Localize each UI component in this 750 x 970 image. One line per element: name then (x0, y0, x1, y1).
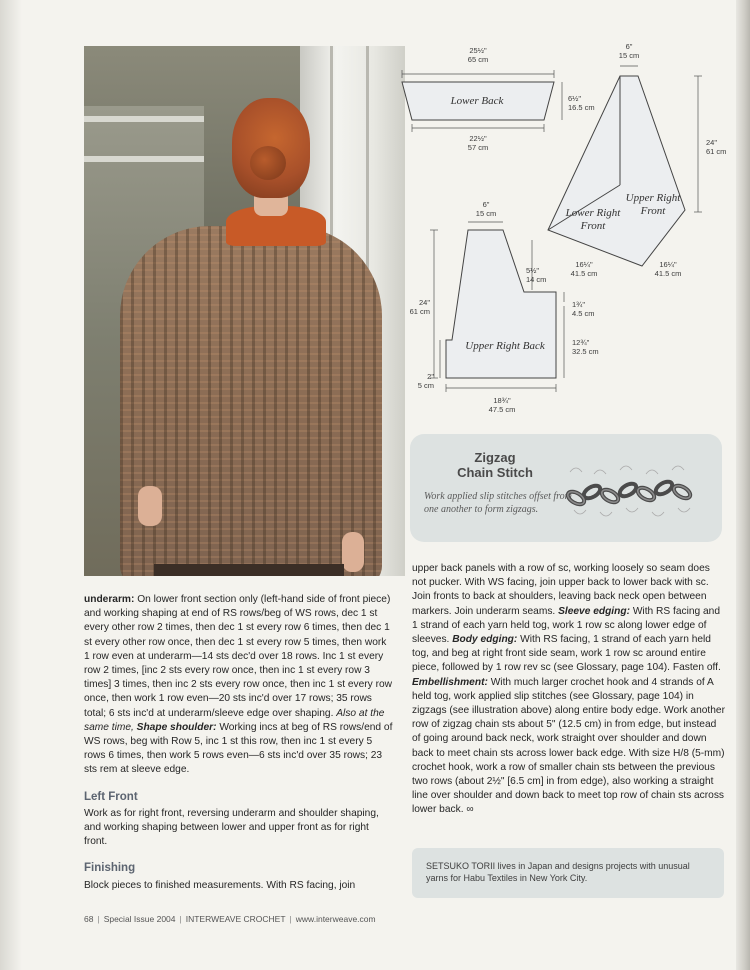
photo-hand (138, 486, 162, 526)
upper-back-side-dim: 12¾" 32.5 cm (572, 338, 599, 356)
upper-back-notch-dim: 5½" 14 cm (526, 266, 547, 284)
zigzag-chain-illustration (560, 452, 710, 532)
left-text-column (84, 593, 394, 895)
photo-rail (84, 156, 204, 162)
website-link[interactable]: www.interweave.com (295, 914, 376, 924)
upper-back-base-dim: 2" 5 cm (417, 372, 434, 390)
sleeve-edging-lead: Sleeve edging: (558, 605, 630, 617)
shape-shoulder-lead: Shape shoulder: (136, 721, 217, 733)
embellishment-lead: Embellishment: (412, 676, 488, 688)
body-edging-lead: Body edging: (452, 634, 518, 646)
upper-back-step-dim: 1¾" 4.5 cm (572, 300, 595, 318)
page-shadow-left (0, 0, 22, 970)
underarm-lead: underarm: (84, 594, 135, 605)
photo-sweater (120, 226, 382, 576)
upper-right-back-label: Upper Right Back (465, 340, 545, 352)
zigzag-sidebar (410, 434, 722, 542)
magazine-name: INTERWEAVE CROCHET (185, 914, 286, 924)
schematic-diagram (380, 40, 740, 420)
upper-back-bottom-dim: 18¾" 47.5 cm (488, 396, 516, 414)
shoulder-text: Working incs at beg of RS rows/end of WS rows, beg with Row 5, inc 1 st this row, then inc 1 st every 5 rows 6 times, then work 5 rows even—6 sts inc'd over 35 rows; 23 sts rem at sleeve edge. (84, 721, 393, 776)
finishing-heading: Finishing (84, 862, 136, 875)
lower-back-label: Lower Back (450, 95, 504, 107)
upper-back-height-dim: 24" 61 cm (409, 298, 430, 316)
issue-label: Special Issue 2004 (103, 914, 176, 924)
upper-back-shape (446, 230, 556, 378)
page-footer: 68 | Special Issue 2004 | INTERWEAVE CROCHET | www.interweave.com (84, 914, 376, 924)
photo-rail (84, 116, 204, 122)
underarm-text: On lower front section only (left-hand side of front piece) and working shaping at end of RS rows/beg of WS rows, dec 1 st every other row 2 times, then dec 1 st every row 6 times, then dec 1 st every other row once, then dec 1 st every row 5 times, then work 1 row even at underarm—14 sts dec'd over 18 rows. Inc 1 st every row 2 times, [inc 2 sts every row once, then inc 1 st every row 3 times] 3 times, then inc 2 sts every row once, then inc 1 st every row once, then work 1 row even—20 sts inc'd over 17 rows; 35 rows total; 6 sts inc'd at underarm/sleeve edge over shaping. (84, 594, 393, 719)
front-height-dim: 24" 61 cm (706, 138, 727, 156)
left-front-paragraph: Work as for right front, reversing underarm and shoulder shaping, and working shaping between lower and upper front as for right front. (84, 807, 379, 848)
photo-hand (342, 532, 364, 572)
front-shoulder-dim: 6" 15 cm (618, 42, 640, 60)
end-mark-icon: ∞ (466, 804, 474, 816)
underarm-paragraph (84, 593, 394, 778)
embellishment-text: With much larger crochet hook and 4 strands of A held tog, work applied slip stitches (see Glossary, page 104) in zigzags (see illustration above) along entire body edge. Work another row of zigzag chain sts about 5" (12.5 cm) in from edge, but instead of going around back neck, work straight over shoulder and down back to meet chain sts across lower back edge. With size H/8 (5-mm) crochet hook, work a row of smaller chain sts between the previous two rows (about 2½" [6.5 cm] in from edge), also working a straight line over shoulder and down back to meet top row of chain sts across lower back. (412, 676, 725, 816)
finishing-text: upper back panels with a row of sc, working loosely so seam does not pucker. With WS facing, join upper back to lower back with sc. Join fronts to back at shoulders, leaving back neck open between markers. Join underarm seams. (412, 563, 710, 617)
lower-front-dim: 16¼" 41.5 cm (570, 260, 598, 278)
left-front-heading: Left Front (84, 790, 138, 803)
upper-front-dim: 16¼" 41.5 cm (654, 260, 682, 278)
right-text-column (412, 562, 726, 820)
photo-hair-bun (250, 146, 286, 180)
upper-right-front-label: Upper Right Front (625, 192, 681, 217)
lower-back-bottom-dim: 22½" 57 cm (467, 134, 489, 152)
sleeve-edging-text: With RS facing and 1 strand of each yarn held tog, work 1 row sc along lower edge of sleeves. (412, 605, 721, 646)
lower-back-top-dim: 25½" 65 cm (467, 46, 489, 64)
same-time-text: Also at the same time, (84, 707, 385, 733)
upper-back-top-dim: 6" 15 cm (475, 200, 497, 218)
zigzag-description: Work applied slip stitches offset from one another to form zigzags. (424, 491, 572, 515)
finishing-continued-paragraph (412, 562, 726, 818)
finishing-paragraph: Block pieces to finished measurements. With RS facing, join (84, 879, 356, 891)
lower-back-height-dim: 6½" 16.5 cm (568, 94, 595, 112)
zigzag-title: Zigzag Chain Stitch (457, 450, 533, 480)
lower-right-front-label: Lower Right Front (565, 207, 621, 232)
page-number: 68 (84, 914, 94, 924)
photo-pants (154, 564, 344, 576)
body-edging-text: With RS facing, 1 strand of each yarn held tog, and beg at right front side seam, work 1 row sc around entire piece, followed by 1 row rev sc (see Glossary, page 104). Fasten off. (412, 634, 721, 674)
sweater-photo (84, 46, 405, 576)
designer-bio: SETSUKO TORII lives in Japan and designs projects with unusual yarns for Habu Textiles in New York City. (412, 848, 724, 898)
